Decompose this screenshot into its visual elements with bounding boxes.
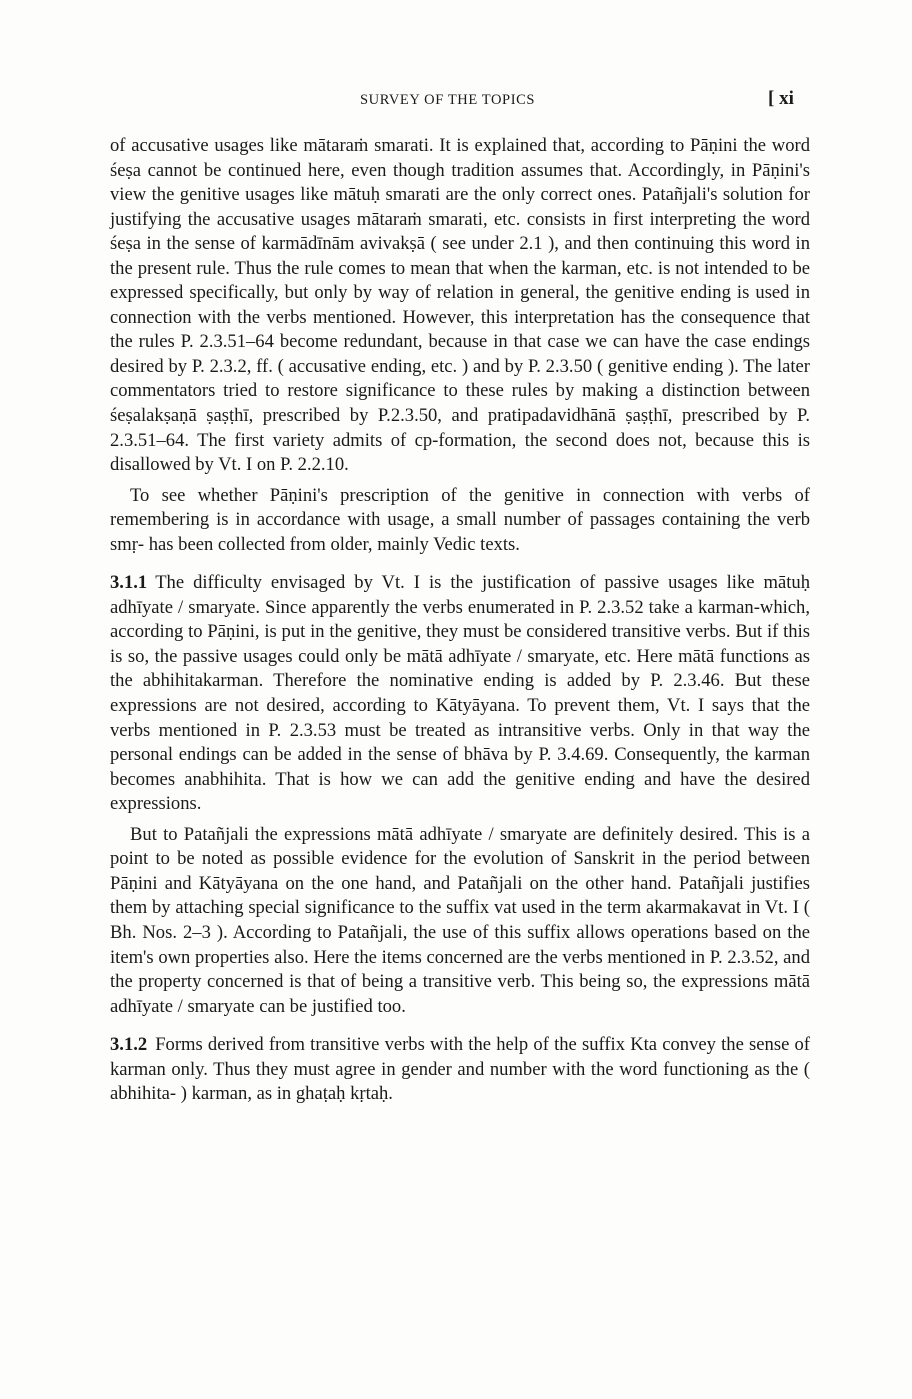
paragraph: To see whether Pāṇini's prescription of the genitive in connection with verbs of remembering is in accordance with usage, a small number of passages containing the verb smṛ- has been collected from older, mainly Vedic texts. [110,484,810,555]
paragraph: of accusative usages like mātaraṁ smarati. It is explained that, according to Pāṇini the word śeṣa cannot be continued here, even though tradition assumes that. Accordingly, in Pāṇini's view the genitive usages like mātuḥ smarati are the only correct ones. Patañjali's solution for justifying the accusative usages mātaraṁ smarati, etc. consists in first interpreting the word śeṣa in the sense of karmādīnām avivakṣā ( see under 2.1 ), and then continuing this word in the present rule. Thus the rule comes to mean that when the karman, etc. is not intended to be expressed specifically, but only by way of relation in general, the genitive ending is used in connection with the verbs mentioned. However, this interpretation has the consequence that the rules P. 2.3.51–64 become redundant, because in that case we can have the case endings desired by P. 2.3.2, ff. ( accusative ending, etc. ) and by P. 2.3.50 ( genitive ending ). The later commentators tried to restore significance to these rules by making a distinction between śeṣalakṣaṇā ṣaṣṭhī, prescribed by P.2.3.50, and pratipadavidhānā ṣaṣṭhī, prescribed by P. 2.3.51–64. The first variety admits of cp-formation, the second does not, because this is disallowed by Vt. I on P. 2.2.10. [110,135,810,476]
running-header [0,90,912,114]
section-paragraph [110,1033,810,1107]
section-text: Forms derived from transitive verbs with the help of the suffix Kta convey the sense of karman only. Thus they must agree in gender and number with the word functioning as the ( abhihita- ) karman, as in ghaṭaḥ kṛtaḥ. [110,1034,810,1105]
paragraph: But to Patañjali the expressions mātā adhīyate / smaryate are definitely desired. This is a point to be noted as possible evidence for the evolution of Sanskrit in the period between Pāṇini and Kātyāyana on the one hand, and Patañjali on the other hand. Patañjali justifies them by attaching special significance to the suffix vat used in the term akarmakavat in Vt. I ( Bh. Nos. 2–3 ). According to Patañjali, the use of this suffix allows operations based on the item's own properties also. Here the items concerned are the verbs mentioned in P. 2.3.52, and the property concerned is that of being a transitive verb. This being so, the expressions mātā adhīyate / smaryate can be justified too. [110,823,810,1017]
running-title: SURVEY OF THE TOPICS [360,92,536,108]
page-number: [ xi [768,88,794,109]
page-body [110,134,810,1107]
section-number: 3.1.1 [110,572,148,594]
section-number: 3.1.2 [110,1034,148,1056]
section-paragraph [110,571,810,816]
section-text: The difficulty envisaged by Vt. I is the justification of passive usages like mātuḥ adhīyate / smaryate. Since apparently the verbs enumerated in P. 2.3.52 take a karman-which, according to Pāṇini, is put in the genitive, they must be considered transitive verbs. But if this is so, the passive usages could only be mātā adhīyate / smaryate, etc. Here mātā functions as the abhihitakarman. Therefore the nominative ending is added by P. 2.3.46. But these expressions are not desired, according to Kātyāyana. To prevent them, Vt. I says that the verbs mentioned in P. 2.3.53 must be treated as intransitive verbs. Only in that way the personal endings can be added in the sense of bhāva by P. 3.4.69. Consequently, the karman becomes anabhihita. That is how we can add the genitive ending and have the desired expressions. [110,572,810,815]
